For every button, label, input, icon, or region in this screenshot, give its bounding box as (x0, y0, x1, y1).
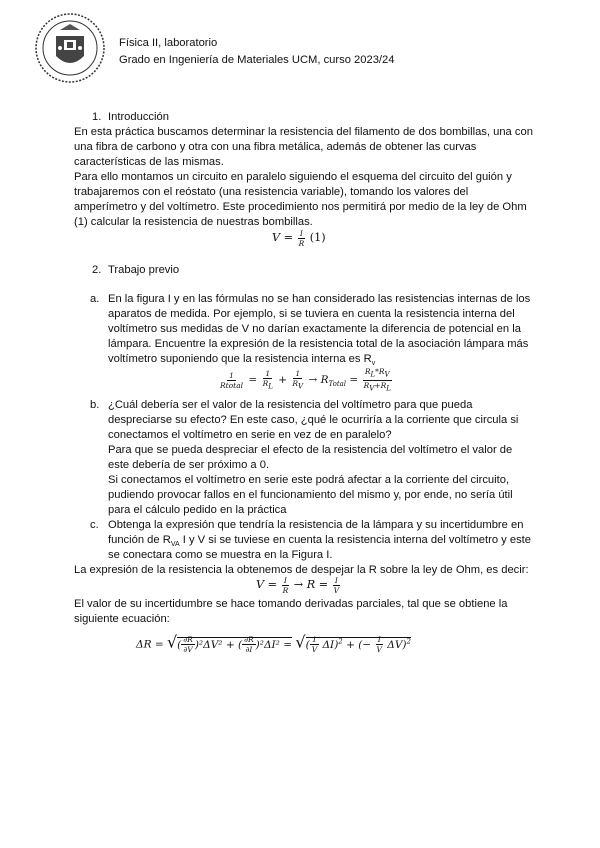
intro-p1-line1: En esta práctica buscamos determinar la resistencia del filamento de dos bombillas, una con (74, 126, 533, 138)
item-a-line2: aparatos de medida. Por ejemplo, si se tuviera en cuenta la resistencia interna del (108, 308, 515, 320)
intro-p2-line2: trabajaremos con el reóstato (una resistencia variable), tomando los valores del (74, 186, 469, 198)
item-a-line3: voltímetro sus medidas de V no darían exactamente la diferencia de potencial en la (108, 323, 521, 335)
item-c-marker: c. (90, 519, 99, 531)
section2-number: 2. (92, 264, 102, 276)
header-degree: Grado en Ingeniería de Materiales UCM, curso 2023/24 (119, 54, 395, 66)
item-c-line3: se conectara como se muestra en la Figura I. (108, 549, 333, 561)
equation-resistance: V = $\frac{I}{R}$ → R = $\frac{I}{V}$ (256, 575, 340, 595)
intro-p1-line2: una fibra de carbono y otra con una fibra metálica, además de obtener las curvas (74, 141, 477, 153)
equation-ohm-law: V = $\frac{I}{R}$ (1) (272, 228, 326, 248)
item-c-line1: Obtenga la expresión que tendría la resistencia de la lámpara y su incertidumbre en (108, 519, 524, 531)
section2-title: Trabajo previo (108, 264, 180, 276)
intro-p2-line3: amperímetro y del voltímetro. Este procedimiento nos permitirá por medio de la ley de Ohm (74, 201, 527, 213)
item-b-answer-line3: Si conectamos el voltímetro en serie este podrá afectar a la corriente del circuito, (108, 474, 510, 486)
derivation-uncertainty-line1: El valor de su incertidumbre se hace tomando derivadas parciales, tal que se obtiene la (74, 598, 508, 610)
intro-p2-line1: Para ello montamos un circuito en paralelo siguiendo el esquema del circuito del guión y (74, 171, 512, 183)
item-b-question-line1: ¿Cuál debería ser el valor de la resistencia del voltímetro para que pueda (108, 399, 473, 411)
item-a-marker: a. (90, 293, 100, 305)
item-b-question-line2: despreciarse su efecto? En este caso, ¿qué le ocurriría a la corriente que circula si (108, 414, 519, 426)
item-b-answer-line5: para el cálculo pedido en la práctica (108, 504, 287, 516)
item-a-line4: lámpara. Encuentre la expresión de la resistencia total de la asociación lámpara más (108, 338, 529, 350)
equation-total-resistance: $\frac{1}{\text{Rtotal}}$ = $\frac{1}{R_L}$ + $\frac{1}{R_V}$ → $R_{Total}$ = $\frac{R_L*R_V}{R_V+R_L}$ (220, 367, 391, 392)
header-course: Física II, laboratorio (119, 37, 218, 49)
equation-uncertainty: ΔR = √( $\frac{\partial R}{\partial V}$ )²ΔV² + ( $\frac{\partial R}{\partial I}$ )²ΔI² = √( $\frac{1}{V}$ ΔI)$^2$ + (− $\frac{I}{V}$ ΔV)$^2$ (136, 632, 411, 654)
item-b-answer-line2: este debería de ser próximo a 0. (108, 459, 270, 471)
item-b-marker: b. (90, 399, 100, 411)
item-b-answer-line4: pudiendo provocar fallos en el funcionamiento del mismo y, por ende, no sería útil (108, 489, 513, 501)
derivation-uncertainty-line2: siguiente ecuación: (74, 613, 170, 625)
section1-title: Introducción (108, 111, 169, 123)
intro-p2-line4: (1) calcular la resistencia de nuestras bombillas. (74, 216, 313, 228)
item-c-line2: función de $R_{VA}$ I y V si se tuviese en cuenta la resistencia interna del voltímetro y este (108, 534, 531, 549)
item-b-question-line3: conectamos el voltímetro en serie en vez de en paralelo? (108, 429, 392, 441)
item-a-line1: En la figura I y en las fórmulas no se han considerado las resistencias internas de los (108, 293, 531, 305)
item-b-answer-line1: Para que se pueda despreciar el efecto de la resistencia del voltímetro el valor de (108, 444, 513, 456)
item-a-line5: voltímetro suponiendo que la resistencia interna es $R_v$ (108, 353, 376, 368)
intro-p1-line3: características de las mismas. (74, 156, 224, 168)
ucm-logo (34, 12, 106, 84)
section1-number: 1. (92, 111, 102, 123)
derivation-intro: La expresión de la resistencia la obtenemos de despejar la R sobre la ley de Ohm, es decir: (74, 564, 529, 576)
